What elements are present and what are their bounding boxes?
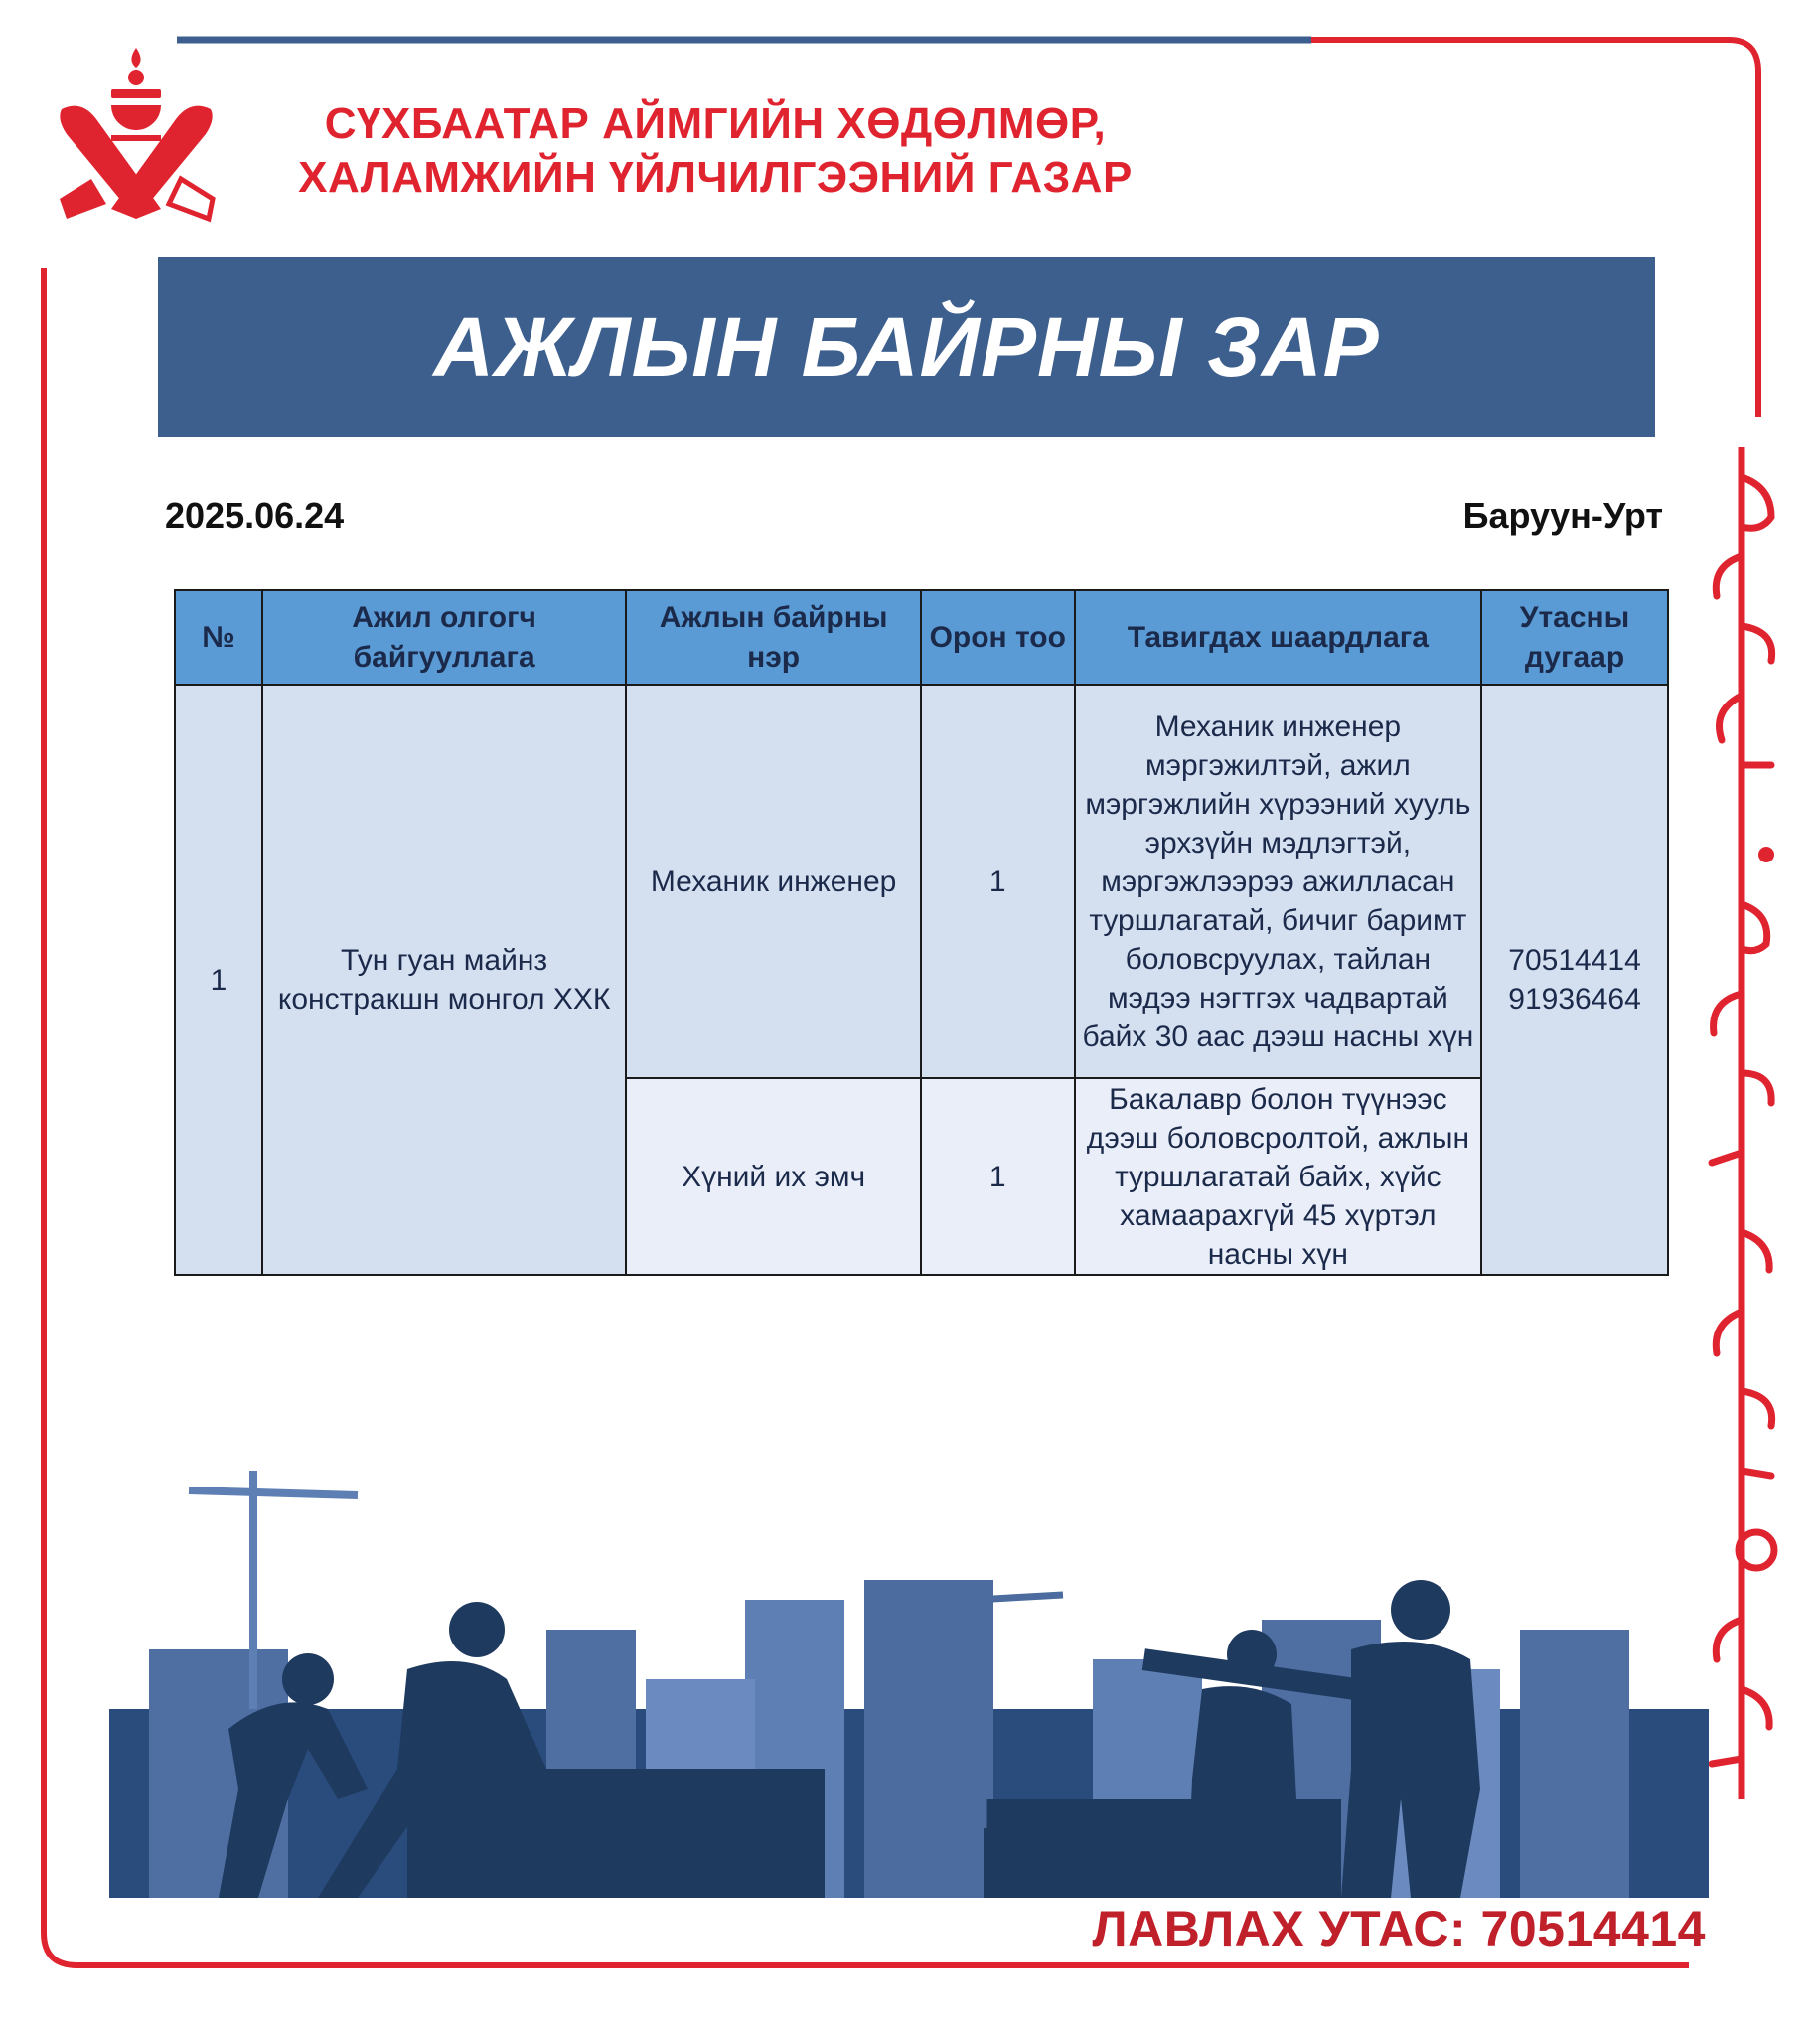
cell-employer: Тун гуан майнз констракшн монгол ХХК bbox=[262, 685, 626, 1275]
announcement-location: Баруун-Урт bbox=[1462, 495, 1663, 536]
reference-phone: ЛАВЛАХ УТАС: 70514414 bbox=[1092, 1901, 1706, 1957]
announcement-date: 2025.06.24 bbox=[165, 495, 345, 536]
construction-city-illustration bbox=[109, 1471, 1709, 1898]
organization-name-line2: ХАЛАМЖИЙН ҮЙЛЧИЛГЭЭНИЙ ГАЗАР bbox=[298, 153, 1133, 202]
cell-phone bbox=[1481, 685, 1668, 1275]
mongolian-script-decoration bbox=[1697, 437, 1786, 1808]
organization-name-line1: СҮХБААТАР АЙМГИЙН ХӨДӨЛМӨР, bbox=[324, 99, 1107, 148]
header-number: № bbox=[175, 590, 262, 685]
cell-number: 1 bbox=[175, 685, 262, 1275]
cell-position-requirements: Бакалавр болон түүнээс дээш боловсролтой, ажлын туршлагатай байх, хүйс хамаарахгүй 45 хүртэл насны хүн bbox=[1075, 1078, 1481, 1275]
cell-position-count: 1 bbox=[921, 685, 1075, 1078]
organization-logo bbox=[52, 40, 221, 229]
header-requirements: Тавигдах шаардлага bbox=[1075, 590, 1481, 685]
cell-position-requirements: Механик инженер мэргэжилтэй, ажил мэргэжлийн хүрээний хууль эрхзүйн мэдлэгтэй, мэргэжлээрээ ажилласан туршлагатай, бичиг баримт боловсруулах, тайлан мэдээ нэгтгэх чадвартай байх 30 аас дээш насны хүн bbox=[1075, 685, 1481, 1078]
page-title: АЖЛЫН БАЙРНЫ ЗАР bbox=[433, 300, 1380, 393]
header-employer: Ажил олгогч байгууллага bbox=[262, 590, 626, 685]
organization-name bbox=[268, 97, 1162, 205]
title-banner bbox=[158, 257, 1655, 437]
table-row bbox=[175, 685, 1668, 1078]
phone-number-2: 91936464 bbox=[1508, 983, 1641, 1016]
header-phone: Утасны дугаар bbox=[1481, 590, 1668, 685]
cell-position-count: 1 bbox=[921, 1078, 1075, 1275]
job-vacancy-table bbox=[174, 589, 1669, 1276]
table-header-row bbox=[175, 590, 1668, 685]
header-count: Орон тоо bbox=[921, 590, 1075, 685]
phone-number-1: 70514414 bbox=[1508, 944, 1641, 977]
cell-position-title: Механик инженер bbox=[626, 685, 921, 1078]
header-position: Ажлын байрны нэр bbox=[626, 590, 921, 685]
cell-position-title: Хүний их эмч bbox=[626, 1078, 921, 1275]
